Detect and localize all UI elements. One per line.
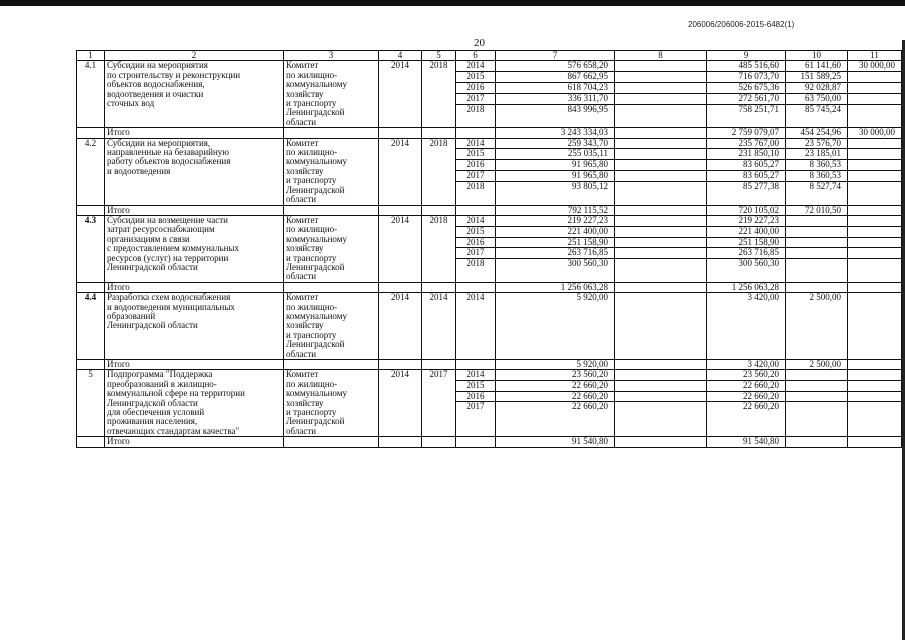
total-amount: 93 805,12	[496, 181, 615, 205]
year-cell: 2015	[456, 226, 496, 237]
document-id: 206006/206006-2015-6482(1)	[688, 20, 795, 29]
item-executor-line: коммунальному	[286, 156, 347, 167]
start-year: 2014	[379, 138, 422, 205]
other-amount	[848, 237, 902, 248]
other-amount	[848, 93, 902, 104]
item-description-line: Субсидии на мероприятия	[107, 60, 208, 71]
year-cell: 2016	[456, 391, 496, 402]
item-description	[105, 293, 284, 360]
regional-amount: 23 560,20	[707, 370, 786, 381]
year-cell: 2017	[456, 93, 496, 104]
item-description-line: водоотведения и очистки	[107, 88, 204, 99]
column-number: 5	[422, 51, 456, 61]
start-year: 2014	[379, 61, 422, 128]
item-description-line: отвечающих стандартам качества"	[107, 425, 240, 436]
total-amount: 618 704,23	[496, 83, 615, 94]
total-amount: 22 660,20	[496, 381, 615, 392]
column-number: 8	[615, 51, 707, 61]
regional-amount: 83 605,27	[707, 160, 786, 171]
item-description-line: преобразований в жилищно-	[107, 378, 217, 389]
item-number: 4.4	[77, 293, 105, 360]
item-executor-line: хозяйству	[286, 165, 324, 176]
column-number-row	[77, 51, 902, 61]
total-empty-cell	[456, 360, 496, 370]
item-description-line: образований	[107, 310, 156, 321]
local-amount	[786, 402, 848, 437]
other-amount	[848, 181, 902, 205]
item-executor-line: по жилищно-	[286, 301, 338, 312]
local-amount: 23 185,01	[786, 149, 848, 160]
item-description-line: Разработка схем водоснабжения	[107, 292, 231, 303]
end-year: 2018	[422, 215, 456, 282]
total-label: Итого	[105, 282, 284, 292]
item-description-line: Ленинградской области	[107, 320, 198, 331]
total-amount: 5 920,00	[496, 293, 615, 360]
column-number: 6	[456, 51, 496, 61]
column-number: 10	[786, 51, 848, 61]
total-amount: 219 227,23	[496, 215, 615, 226]
local-amount	[786, 437, 848, 447]
other-amount	[848, 138, 902, 149]
start-year: 2014	[379, 370, 422, 437]
total-amount: 843 996,95	[496, 104, 615, 128]
federal-amount	[615, 138, 707, 149]
table-row	[77, 370, 902, 381]
item-description-line: коммунальной сфере на территории	[107, 388, 245, 399]
local-amount: 92 028,87	[786, 83, 848, 94]
table-row	[77, 293, 902, 360]
federal-amount	[615, 370, 707, 381]
column-number: 3	[284, 51, 379, 61]
other-amount	[848, 402, 902, 437]
table-body	[77, 51, 902, 448]
item-description-line: объектов водоснабжения,	[107, 79, 205, 90]
total-amount: 1 256 063,28	[496, 282, 615, 292]
total-empty-cell	[422, 282, 456, 292]
total-amount: 867 662,95	[496, 72, 615, 83]
other-amount	[848, 215, 902, 226]
federal-amount	[615, 381, 707, 392]
total-empty-cell	[284, 360, 379, 370]
regional-amount: 85 277,38	[707, 181, 786, 205]
item-executor-line: области	[286, 116, 317, 127]
other-amount: 30 000,00	[848, 61, 902, 72]
total-amount: 251 158,90	[496, 237, 615, 248]
federal-amount	[615, 104, 707, 128]
item-executor-line: и транспорту	[286, 407, 337, 418]
item-description-line: направленные на безаварийную	[107, 147, 230, 158]
item-executor	[284, 61, 379, 128]
item-executor-line: коммунальному	[286, 388, 347, 399]
regional-amount: 716 073,70	[707, 72, 786, 83]
local-amount: 8 527,74	[786, 181, 848, 205]
federal-amount	[615, 72, 707, 83]
item-number: 4.1	[77, 61, 105, 128]
federal-amount	[615, 181, 707, 205]
total-empty-cell	[379, 360, 422, 370]
total-num-cell	[77, 205, 105, 215]
end-year: 2017	[422, 370, 456, 437]
budget-table	[76, 50, 902, 448]
other-amount	[848, 248, 902, 259]
regional-amount: 758 251,71	[707, 104, 786, 128]
regional-amount: 720 105,02	[707, 205, 786, 215]
federal-amount	[615, 293, 707, 360]
total-row	[77, 360, 902, 370]
regional-amount: 91 540,80	[707, 437, 786, 447]
year-cell: 2016	[456, 237, 496, 248]
total-empty-cell	[422, 205, 456, 215]
item-description	[105, 138, 284, 205]
total-row	[77, 437, 902, 447]
local-amount: 72 010,50	[786, 205, 848, 215]
column-number: 2	[105, 51, 284, 61]
item-executor-line: Ленинградской	[286, 184, 345, 195]
regional-amount: 22 660,20	[707, 402, 786, 437]
federal-amount	[615, 402, 707, 437]
item-executor-line: хозяйству	[286, 88, 324, 99]
local-amount	[786, 259, 848, 283]
column-number: 11	[848, 51, 902, 61]
item-description-line: по строительству и реконструкции	[107, 69, 241, 80]
federal-amount	[615, 93, 707, 104]
item-executor-line: и транспорту	[286, 98, 337, 109]
total-empty-cell	[379, 282, 422, 292]
start-year: 2014	[379, 293, 422, 360]
column-number: 4	[379, 51, 422, 61]
year-cell: 2017	[456, 402, 496, 437]
item-description-line: и водоотведения	[107, 165, 171, 176]
other-amount	[848, 437, 902, 447]
local-amount: 8 360,53	[786, 160, 848, 171]
item-description-line: и водоотведения муниципальных	[107, 301, 235, 312]
total-row	[77, 205, 902, 215]
year-cell: 2016	[456, 160, 496, 171]
local-amount: 85 745,24	[786, 104, 848, 128]
local-amount	[786, 226, 848, 237]
column-number: 7	[496, 51, 615, 61]
total-empty-cell	[422, 360, 456, 370]
other-amount	[848, 83, 902, 94]
federal-amount	[615, 128, 707, 138]
total-amount: 22 660,20	[496, 402, 615, 437]
page-number: 20	[474, 37, 485, 49]
item-description-line: Субсидии на мероприятия,	[107, 138, 211, 148]
other-amount	[848, 381, 902, 392]
federal-amount	[615, 215, 707, 226]
year-cell: 2018	[456, 259, 496, 283]
federal-amount	[615, 360, 707, 370]
item-executor-line: области	[286, 348, 317, 359]
total-empty-cell	[456, 282, 496, 292]
item-executor-line: по жилищно-	[286, 378, 338, 389]
federal-amount	[615, 391, 707, 402]
total-amount: 336 311,70	[496, 93, 615, 104]
year-cell: 2018	[456, 181, 496, 205]
total-amount: 255 035,11	[496, 149, 615, 160]
item-number: 5	[77, 370, 105, 437]
regional-amount: 526 675,36	[707, 83, 786, 94]
total-empty-cell	[422, 437, 456, 447]
item-executor-line: области	[286, 271, 317, 282]
total-empty-cell	[379, 128, 422, 138]
column-number: 1	[77, 51, 105, 61]
item-description	[105, 61, 284, 128]
item-executor	[284, 293, 379, 360]
total-empty-cell	[284, 128, 379, 138]
other-amount	[848, 160, 902, 171]
item-executor-line: Комитет	[286, 60, 319, 71]
total-num-cell	[77, 360, 105, 370]
federal-amount	[615, 205, 707, 215]
year-cell: 2014	[456, 370, 496, 381]
item-executor-line: Ленинградской	[286, 339, 345, 350]
total-row	[77, 128, 902, 138]
item-description-line: Подпрограмма "Поддержка	[107, 369, 213, 380]
total-empty-cell	[456, 437, 496, 447]
total-num-cell	[77, 437, 105, 447]
other-amount	[848, 149, 902, 160]
total-num-cell	[77, 128, 105, 138]
year-cell: 2014	[456, 293, 496, 360]
regional-amount: 231 850,10	[707, 149, 786, 160]
other-amount	[848, 171, 902, 182]
local-amount: 151 589,25	[786, 72, 848, 83]
item-description-line: с предоставлением коммунальных	[107, 243, 239, 254]
item-description-line: ресурсов (услуг) на территории	[107, 252, 229, 263]
federal-amount	[615, 171, 707, 182]
table-row	[77, 138, 902, 149]
local-amount: 8 360,53	[786, 171, 848, 182]
item-description-line: Субсидии на возмещение части	[107, 215, 228, 225]
total-label: Итого	[105, 437, 284, 447]
year-cell: 2017	[456, 248, 496, 259]
total-amount: 22 660,20	[496, 391, 615, 402]
item-executor-line: коммунальному	[286, 233, 347, 244]
item-executor-line: и транспорту	[286, 252, 337, 263]
year-cell: 2016	[456, 83, 496, 94]
item-executor-line: Комитет	[286, 215, 319, 225]
total-amount: 3 243 334,03	[496, 128, 615, 138]
total-empty-cell	[456, 205, 496, 215]
total-empty-cell	[284, 437, 379, 447]
local-amount	[786, 370, 848, 381]
total-empty-cell	[456, 128, 496, 138]
year-cell: 2014	[456, 138, 496, 149]
regional-amount: 22 660,20	[707, 381, 786, 392]
federal-amount	[615, 437, 707, 447]
other-amount	[848, 72, 902, 83]
item-executor-line: области	[286, 425, 317, 436]
total-amount: 300 560,30	[496, 259, 615, 283]
item-number: 4.3	[77, 215, 105, 282]
local-amount	[786, 282, 848, 292]
total-empty-cell	[422, 128, 456, 138]
federal-amount	[615, 259, 707, 283]
item-executor-line: по жилищно-	[286, 69, 338, 80]
local-amount	[786, 381, 848, 392]
local-amount	[786, 237, 848, 248]
federal-amount	[615, 248, 707, 259]
item-executor-line: и транспорту	[286, 175, 337, 186]
year-cell: 2017	[456, 171, 496, 182]
other-amount	[848, 282, 902, 292]
federal-amount	[615, 83, 707, 94]
item-description-line: проживания населения,	[107, 416, 198, 427]
year-cell: 2018	[456, 104, 496, 128]
total-num-cell	[77, 282, 105, 292]
item-executor-line: Комитет	[286, 369, 319, 380]
table-row	[77, 215, 902, 226]
local-amount	[786, 391, 848, 402]
other-amount: 30 000,00	[848, 128, 902, 138]
total-amount: 23 560,20	[496, 370, 615, 381]
year-cell: 2015	[456, 72, 496, 83]
item-description-line: Ленинградской области	[107, 397, 198, 408]
regional-amount: 263 716,85	[707, 248, 786, 259]
item-description-line: для обеспечения условий	[107, 407, 205, 418]
other-amount	[848, 205, 902, 215]
total-empty-cell	[284, 205, 379, 215]
item-executor-line: Ленинградской	[286, 107, 345, 118]
total-amount: 576 658,20	[496, 61, 615, 72]
total-amount: 259 343,70	[496, 138, 615, 149]
total-amount: 91 965,80	[496, 171, 615, 182]
total-amount: 263 716,85	[496, 248, 615, 259]
local-amount	[786, 215, 848, 226]
regional-amount: 83 605,27	[707, 171, 786, 182]
item-executor	[284, 370, 379, 437]
item-description-line: Ленинградской области	[107, 261, 198, 272]
item-executor-line: Комитет	[286, 292, 319, 303]
start-year: 2014	[379, 215, 422, 282]
other-amount	[848, 259, 902, 283]
item-description-line: работу объектов водоснабжения	[107, 156, 231, 167]
item-executor-line: Ленинградской	[286, 261, 345, 272]
local-amount	[786, 248, 848, 259]
total-label: Итого	[105, 128, 284, 138]
regional-amount: 219 227,23	[707, 215, 786, 226]
item-executor-line: хозяйству	[286, 397, 324, 408]
federal-amount	[615, 160, 707, 171]
item-description-line: организациям в связи	[107, 233, 190, 244]
federal-amount	[615, 282, 707, 292]
other-amount	[848, 226, 902, 237]
end-year: 2018	[422, 138, 456, 205]
local-amount: 2 500,00	[786, 360, 848, 370]
regional-amount: 3 420,00	[707, 293, 786, 360]
item-executor-line: хозяйству	[286, 320, 324, 331]
other-amount	[848, 104, 902, 128]
item-executor-line: Ленинградской	[286, 416, 345, 427]
total-amount: 792 115,52	[496, 205, 615, 215]
item-description	[105, 215, 284, 282]
local-amount: 23 576,70	[786, 138, 848, 149]
regional-amount: 272 561,70	[707, 93, 786, 104]
total-amount: 221 400,00	[496, 226, 615, 237]
regional-amount: 1 256 063,28	[707, 282, 786, 292]
year-cell: 2014	[456, 215, 496, 226]
item-executor-line: Комитет	[286, 138, 319, 148]
item-number: 4.2	[77, 138, 105, 205]
local-amount: 61 141,60	[786, 61, 848, 72]
local-amount: 2 500,00	[786, 293, 848, 360]
total-label: Итого	[105, 360, 284, 370]
scan-top-border	[0, 0, 905, 6]
item-executor	[284, 138, 379, 205]
table-row	[77, 61, 902, 72]
federal-amount	[615, 226, 707, 237]
item-executor-line: области	[286, 194, 317, 205]
federal-amount	[615, 61, 707, 72]
end-year: 2018	[422, 61, 456, 128]
total-empty-cell	[379, 437, 422, 447]
local-amount: 454 254,96	[786, 128, 848, 138]
item-executor-line: и транспорту	[286, 329, 337, 340]
item-description-line: затрат ресурсоснабжающим	[107, 224, 215, 235]
federal-amount	[615, 237, 707, 248]
total-empty-cell	[379, 205, 422, 215]
regional-amount: 2 759 079,07	[707, 128, 786, 138]
regional-amount: 235 767,00	[707, 138, 786, 149]
year-cell: 2014	[456, 61, 496, 72]
item-executor	[284, 215, 379, 282]
other-amount	[848, 391, 902, 402]
item-executor-line: коммунальному	[286, 310, 347, 321]
other-amount	[848, 293, 902, 360]
total-row	[77, 282, 902, 292]
regional-amount: 221 400,00	[707, 226, 786, 237]
year-cell: 2015	[456, 381, 496, 392]
regional-amount: 300 560,30	[707, 259, 786, 283]
federal-amount	[615, 149, 707, 160]
end-year: 2014	[422, 293, 456, 360]
total-empty-cell	[284, 282, 379, 292]
regional-amount: 251 158,90	[707, 237, 786, 248]
regional-amount: 22 660,20	[707, 391, 786, 402]
total-amount: 91 965,80	[496, 160, 615, 171]
item-executor-line: по жилищно-	[286, 147, 338, 158]
regional-amount: 3 420,00	[707, 360, 786, 370]
local-amount: 63 750,00	[786, 93, 848, 104]
item-executor-line: хозяйству	[286, 243, 324, 254]
column-number: 9	[707, 51, 786, 61]
total-amount: 5 920,00	[496, 360, 615, 370]
total-label: Итого	[105, 205, 284, 215]
year-cell: 2015	[456, 149, 496, 160]
item-executor-line: коммунальному	[286, 79, 347, 90]
other-amount	[848, 370, 902, 381]
item-executor-line: по жилищно-	[286, 224, 338, 235]
item-description-line: сточных вод	[107, 98, 155, 109]
item-description	[105, 370, 284, 437]
regional-amount: 485 516,60	[707, 61, 786, 72]
total-amount: 91 540,80	[496, 437, 615, 447]
other-amount	[848, 360, 902, 370]
